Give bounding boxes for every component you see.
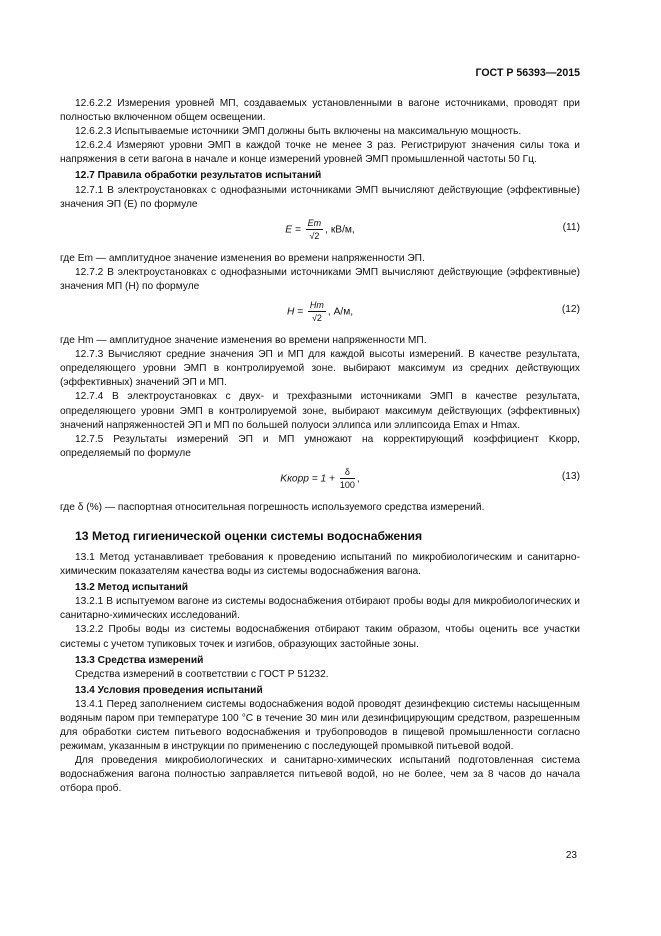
eq11-unit: , кВ/м,	[325, 224, 355, 236]
eq12-denominator: √2	[311, 313, 322, 324]
where-13: где δ (%) — паспортная относительная погрешность используемого средства измерений.	[60, 501, 485, 513]
paragraph-12-7-1: 12.7.1 В электроустановках с однофазными источниками ЭМП вычисляют действующие (эффективные) значения ЭП (E) по формуле	[60, 184, 580, 210]
eq11-lhs: E =	[285, 224, 301, 236]
heading-12-7: 12.7 Правила обработки результатов испытаний	[75, 170, 322, 182]
paragraph-12-6-2-2: 12.6.2.2 Измерения уровней МП, создаваемых установленными в вагоне источниками, проводят при полностью включенном общем освещении.	[60, 98, 580, 124]
eq13-comma: ,	[356, 473, 360, 485]
paragraph-13-1: 13.1 Метод устанавливает требования к проведению испытаний по микробиологическим и санитарно-химическим показателям качества воды из системы водоснабжения вагона.	[60, 551, 580, 578]
paragraph-12-7-2: 12.7.2 В электроустановках с однофазными источниками ЭМП вычисляют действующие (эффективные) значения МП (H) по формуле	[60, 266, 580, 292]
eq11-denominator: √2	[309, 230, 320, 241]
paragraph-12-7-3: 12.7.3 Вычисляют средние значения ЭП и МП для каждой высоты измерений. В качестве результата, определяющего уровни ЭМП в контролируемой зоне. выбирают максимум из средних действующих (эффективных) значений ЭП и МП.	[60, 349, 580, 389]
paragraph-12-7-5: 12.7.5 Результаты измерений ЭП и МП умножают на корректирующий коэффициент Kкорр, определяемый по формуле	[60, 433, 580, 459]
paragraph-13-2-2: 13.2.2 Пробы воды из системы водоснабжения отбирают таким образом, чтобы оценить все участки системы с учетом тупиковых точек и изгибов, образующих застойные зоны.	[60, 624, 580, 650]
document-body	[60, 97, 580, 797]
eq13-numerator: δ	[340, 467, 355, 479]
eq12-unit: , А/м,	[327, 306, 354, 318]
heading-13-2: 13.2 Метод испытаний	[75, 582, 189, 594]
equation-number-11: (11)	[562, 221, 580, 233]
paragraph-12-7-4: 12.7.4 В электроустановках с двух- и трехфазными источниками ЭМП в качестве результата, определяющего уровни ЭМП в контролируемой зоне, выбирают максимум действующих (эффективных) значений напряженностей ЭП и МП по большей полуоси эллипса или эллипсоида Emax и Hmax.	[60, 391, 580, 431]
document-header: ГОСТ Р 56393—2015	[475, 67, 580, 79]
paragraph-13-3: Средства измерений в соответствии с ГОСТ Р 51232.	[75, 668, 329, 680]
paragraph-13-4-1: 13.4.1 Перед заполнением системы водоснабжения водой проводят дезинфекцию системы насыщенным водяным паром при температуре 100 °С в течение 30 мин или дезинфицирующим средством, разрешенным для обработки систем питьевого водоснабжения и трубопроводов в пищевой промышленности согласно режимам, указанным в инструкции по применению с последующей промывкой питьевой водой.	[60, 698, 580, 753]
page-number: 23	[565, 850, 577, 861]
paragraph-12-6-2-4: 12.6.2.4 Измеряют уровни ЭМП в каждой точке не менее 3 раз. Регистрируют значения силы тока и напряжения в сети вагона в начале и конце измерений уровней ЭМП промышленной частоты 50 Гц.	[60, 140, 580, 166]
equation-number-13: (13)	[561, 470, 580, 482]
paragraph-12-6-2-3: 12.6.2.3 Испытываемые источники ЭМП должны быть включены на максимальную мощность.	[75, 126, 522, 138]
equation-13	[60, 461, 580, 501]
eq12-lhs: H =	[286, 306, 304, 318]
eq11-numerator: Em	[307, 217, 322, 228]
equation-12	[60, 294, 580, 334]
paragraph-13-2-1: 13.2.1 В испытуемом вагоне из системы водоснабжения отбирают пробы воды для микробиологических и санитарно-химических исследований.	[60, 596, 580, 622]
section-13-title: 13 Метод гигиенической оценки системы водоснабжения	[75, 528, 423, 543]
eq12-numerator: Hm	[309, 300, 324, 311]
eq13-lhs: Kкорр = 1 +	[280, 473, 335, 485]
where-12: где Hm — амплитудное значение изменения во времени напряженности МП.	[60, 335, 427, 347]
heading-13-3: 13.3 Средства измерений	[75, 654, 204, 666]
paragraph-13-4-2: Для проведения микробиологических и санитарно-химических испытаний подготовленная система водоснабжения вагона полностью заправляется питьевой водой, но не более, чем за 8 часов до начала отбора проб.	[60, 755, 580, 795]
equation-number-12: (12)	[561, 304, 580, 316]
eq13-denominator: 100	[339, 479, 355, 490]
equation-11	[60, 212, 580, 252]
where-11: где Em — амплитудное значение изменения во времени напряженности ЭП.	[60, 252, 425, 264]
heading-13-4: 13.4 Условия проведения испытаний	[75, 684, 263, 696]
